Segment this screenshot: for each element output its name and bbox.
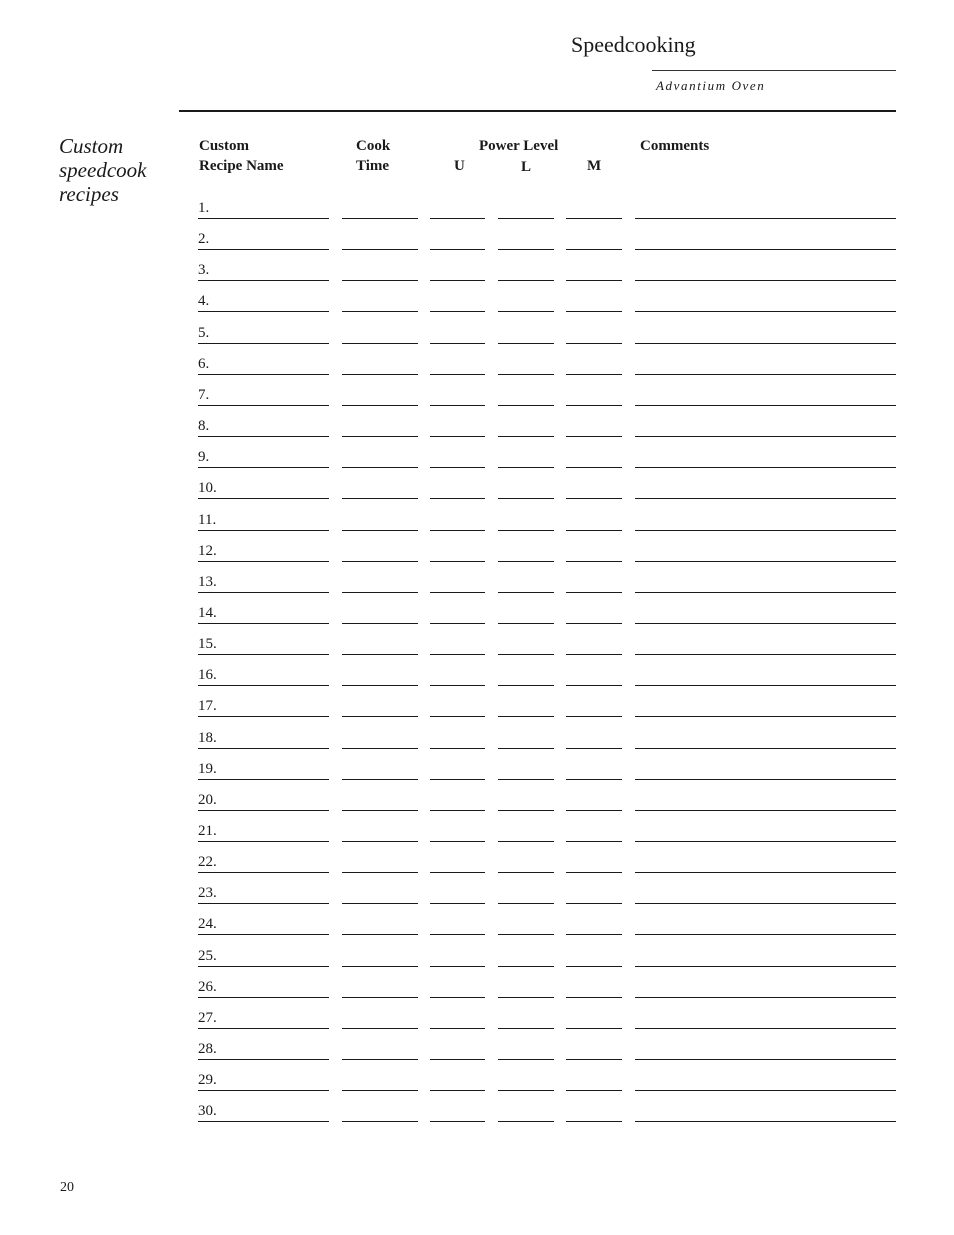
comments-blank	[635, 1028, 896, 1029]
power-u-blank	[430, 592, 485, 593]
power-u-blank	[430, 218, 485, 219]
cook-time-blank	[342, 249, 418, 250]
name-blank	[198, 561, 329, 562]
power-l-blank	[498, 280, 554, 281]
power-u-blank	[430, 343, 485, 344]
name-blank	[198, 498, 329, 499]
row-number: 23.	[198, 885, 217, 901]
power-m-blank	[566, 1121, 622, 1122]
power-m-blank	[566, 903, 622, 904]
power-u-blank	[430, 903, 485, 904]
power-u-blank	[430, 1059, 485, 1060]
name-blank	[198, 654, 329, 655]
power-u-blank	[430, 810, 485, 811]
row-number: 12.	[198, 543, 217, 559]
column-header-comments: Comments	[640, 138, 710, 154]
row-number: 6.	[198, 356, 210, 372]
power-m-blank	[566, 280, 622, 281]
row-number: 15.	[198, 636, 217, 652]
power-u-blank	[430, 716, 485, 717]
name-blank	[198, 623, 329, 624]
comments-blank	[635, 343, 896, 344]
name-blank	[198, 1028, 329, 1029]
name-blank	[198, 218, 329, 219]
power-u-blank	[430, 966, 485, 967]
power-l-blank	[498, 654, 554, 655]
row-number: 19.	[198, 761, 217, 777]
comments-blank	[635, 623, 896, 624]
power-m-blank	[566, 561, 622, 562]
power-m-blank	[566, 1090, 622, 1091]
name-blank	[198, 1059, 329, 1060]
power-l-blank	[498, 810, 554, 811]
cook-time-blank	[342, 561, 418, 562]
row-number: 13.	[198, 574, 217, 590]
comments-blank	[635, 997, 896, 998]
power-m-blank	[566, 966, 622, 967]
name-blank	[198, 592, 329, 593]
cook-time-blank	[342, 654, 418, 655]
row-number: 16.	[198, 667, 217, 683]
row-number: 2.	[198, 231, 210, 247]
power-u-blank	[430, 1121, 485, 1122]
cook-time-blank	[342, 311, 418, 312]
row-number: 21.	[198, 823, 217, 839]
power-l-blank	[498, 1090, 554, 1091]
name-blank	[198, 311, 329, 312]
power-u-blank	[430, 1090, 485, 1091]
power-l-blank	[498, 903, 554, 904]
power-m-blank	[566, 311, 622, 312]
column-header-power-u: U	[454, 158, 465, 174]
cook-time-blank	[342, 685, 418, 686]
cook-time-blank	[342, 374, 418, 375]
power-m-blank	[566, 685, 622, 686]
row-number: 11.	[198, 512, 217, 528]
row-number: 17.	[198, 698, 217, 714]
power-m-blank	[566, 779, 622, 780]
name-blank	[198, 280, 329, 281]
cook-time-blank	[342, 1028, 418, 1029]
cook-time-blank	[342, 467, 418, 468]
power-l-blank	[498, 716, 554, 717]
row-number: 27.	[198, 1010, 217, 1026]
name-blank	[198, 997, 329, 998]
row-number: 9.	[198, 449, 210, 465]
power-m-blank	[566, 934, 622, 935]
page-header-subtitle: Advantium Oven	[656, 78, 766, 93]
power-l-blank	[498, 685, 554, 686]
row-number: 28.	[198, 1041, 217, 1057]
comments-blank	[635, 467, 896, 468]
cook-time-blank	[342, 1059, 418, 1060]
power-l-blank	[498, 1028, 554, 1029]
comments-blank	[635, 280, 896, 281]
cook-time-blank	[342, 343, 418, 344]
power-m-blank	[566, 748, 622, 749]
comments-blank	[635, 654, 896, 655]
name-blank	[198, 966, 329, 967]
power-l-blank	[498, 249, 554, 250]
row-number: 22.	[198, 854, 217, 870]
power-u-blank	[430, 685, 485, 686]
power-u-blank	[430, 779, 485, 780]
cook-time-blank	[342, 280, 418, 281]
power-u-blank	[430, 311, 485, 312]
power-m-blank	[566, 218, 622, 219]
power-m-blank	[566, 872, 622, 873]
column-header-power-m: M	[587, 158, 602, 174]
comments-blank	[635, 779, 896, 780]
power-l-blank	[498, 779, 554, 780]
cook-time-blank	[342, 218, 418, 219]
power-u-blank	[430, 498, 485, 499]
comments-blank	[635, 436, 896, 437]
column-header-power-l: L	[521, 159, 532, 175]
power-m-blank	[566, 716, 622, 717]
name-blank	[198, 467, 329, 468]
comments-blank	[635, 810, 896, 811]
row-number: 1.	[198, 200, 210, 216]
row-number: 18.	[198, 730, 217, 746]
comments-blank	[635, 1121, 896, 1122]
power-u-blank	[430, 748, 485, 749]
name-blank	[198, 872, 329, 873]
power-l-blank	[498, 561, 554, 562]
power-u-blank	[430, 280, 485, 281]
comments-blank	[635, 685, 896, 686]
name-blank	[198, 249, 329, 250]
power-u-blank	[430, 405, 485, 406]
name-blank	[198, 405, 329, 406]
power-m-blank	[566, 498, 622, 499]
name-blank	[198, 685, 329, 686]
power-l-blank	[498, 1121, 554, 1122]
power-u-blank	[430, 623, 485, 624]
name-blank	[198, 436, 329, 437]
comments-blank	[635, 872, 896, 873]
comments-blank	[635, 530, 896, 531]
power-l-blank	[498, 311, 554, 312]
comments-blank	[635, 1090, 896, 1091]
power-m-blank	[566, 467, 622, 468]
cook-time-blank	[342, 966, 418, 967]
cook-time-blank	[342, 623, 418, 624]
name-blank	[198, 716, 329, 717]
cook-time-blank	[342, 1090, 418, 1091]
row-number: 3.	[198, 262, 210, 278]
power-m-blank	[566, 623, 622, 624]
power-l-blank	[498, 374, 554, 375]
comments-blank	[635, 311, 896, 312]
power-u-blank	[430, 841, 485, 842]
power-u-blank	[430, 561, 485, 562]
name-blank	[198, 343, 329, 344]
cook-time-blank	[342, 997, 418, 998]
power-m-blank	[566, 530, 622, 531]
power-l-blank	[498, 748, 554, 749]
cook-time-blank	[342, 872, 418, 873]
name-blank	[198, 934, 329, 935]
row-number: 26.	[198, 979, 217, 995]
name-blank	[198, 374, 329, 375]
power-u-blank	[430, 872, 485, 873]
comments-blank	[635, 218, 896, 219]
power-m-blank	[566, 592, 622, 593]
column-header-cook-time: Cook Time	[356, 138, 391, 174]
page-header-title: Speedcooking	[571, 32, 696, 57]
power-u-blank	[430, 249, 485, 250]
power-l-blank	[498, 405, 554, 406]
header-rule-long	[179, 110, 896, 112]
power-m-blank	[566, 343, 622, 344]
cook-time-blank	[342, 841, 418, 842]
power-m-blank	[566, 374, 622, 375]
power-l-blank	[498, 1059, 554, 1060]
cook-time-blank	[342, 405, 418, 406]
power-l-blank	[498, 841, 554, 842]
comments-blank	[635, 966, 896, 967]
power-m-blank	[566, 841, 622, 842]
comments-blank	[635, 249, 896, 250]
cook-time-blank	[342, 436, 418, 437]
cook-time-blank	[342, 716, 418, 717]
power-l-blank	[498, 218, 554, 219]
comments-blank	[635, 1059, 896, 1060]
power-u-blank	[430, 467, 485, 468]
power-l-blank	[498, 467, 554, 468]
power-m-blank	[566, 1028, 622, 1029]
name-blank	[198, 841, 329, 842]
power-u-blank	[430, 436, 485, 437]
comments-blank	[635, 498, 896, 499]
comments-blank	[635, 841, 896, 842]
column-header-recipe-name: Custom Recipe Name	[199, 138, 284, 174]
header-rule-short	[652, 70, 896, 71]
power-l-blank	[498, 498, 554, 499]
comments-blank	[635, 903, 896, 904]
comments-blank	[635, 716, 896, 717]
power-m-blank	[566, 249, 622, 250]
power-m-blank	[566, 654, 622, 655]
comments-blank	[635, 748, 896, 749]
power-m-blank	[566, 997, 622, 998]
row-number: 30.	[198, 1103, 217, 1119]
name-blank	[198, 779, 329, 780]
power-l-blank	[498, 343, 554, 344]
comments-blank	[635, 592, 896, 593]
row-number: 8.	[198, 418, 210, 434]
section-title: Custom speedcook recipes	[59, 134, 147, 206]
cook-time-blank	[342, 810, 418, 811]
cook-time-blank	[342, 592, 418, 593]
comments-blank	[635, 405, 896, 406]
page-number: 20	[60, 1180, 74, 1195]
power-l-blank	[498, 436, 554, 437]
name-blank	[198, 810, 329, 811]
comments-blank	[635, 934, 896, 935]
power-l-blank	[498, 530, 554, 531]
power-u-blank	[430, 654, 485, 655]
power-l-blank	[498, 872, 554, 873]
power-u-blank	[430, 934, 485, 935]
power-u-blank	[430, 530, 485, 531]
power-m-blank	[566, 810, 622, 811]
power-l-blank	[498, 997, 554, 998]
cook-time-blank	[342, 748, 418, 749]
power-u-blank	[430, 1028, 485, 1029]
row-number: 25.	[198, 948, 217, 964]
name-blank	[198, 530, 329, 531]
cook-time-blank	[342, 530, 418, 531]
cook-time-blank	[342, 1121, 418, 1122]
row-number: 14.	[198, 605, 217, 621]
comments-blank	[635, 561, 896, 562]
power-u-blank	[430, 374, 485, 375]
name-blank	[198, 748, 329, 749]
row-number: 5.	[198, 325, 210, 341]
cook-time-blank	[342, 498, 418, 499]
power-l-blank	[498, 592, 554, 593]
power-l-blank	[498, 966, 554, 967]
row-number: 4.	[198, 293, 210, 309]
cook-time-blank	[342, 903, 418, 904]
row-number: 10.	[198, 480, 217, 496]
cook-time-blank	[342, 779, 418, 780]
name-blank	[198, 1121, 329, 1122]
power-l-blank	[498, 934, 554, 935]
power-m-blank	[566, 436, 622, 437]
row-number: 29.	[198, 1072, 217, 1088]
power-m-blank	[566, 1059, 622, 1060]
column-header-power-level: Power Level	[479, 138, 559, 154]
comments-blank	[635, 374, 896, 375]
row-number: 20.	[198, 792, 217, 808]
power-u-blank	[430, 997, 485, 998]
power-m-blank	[566, 405, 622, 406]
name-blank	[198, 903, 329, 904]
row-number: 24.	[198, 916, 217, 932]
row-number: 7.	[198, 387, 210, 403]
power-l-blank	[498, 623, 554, 624]
cook-time-blank	[342, 934, 418, 935]
name-blank	[198, 1090, 329, 1091]
